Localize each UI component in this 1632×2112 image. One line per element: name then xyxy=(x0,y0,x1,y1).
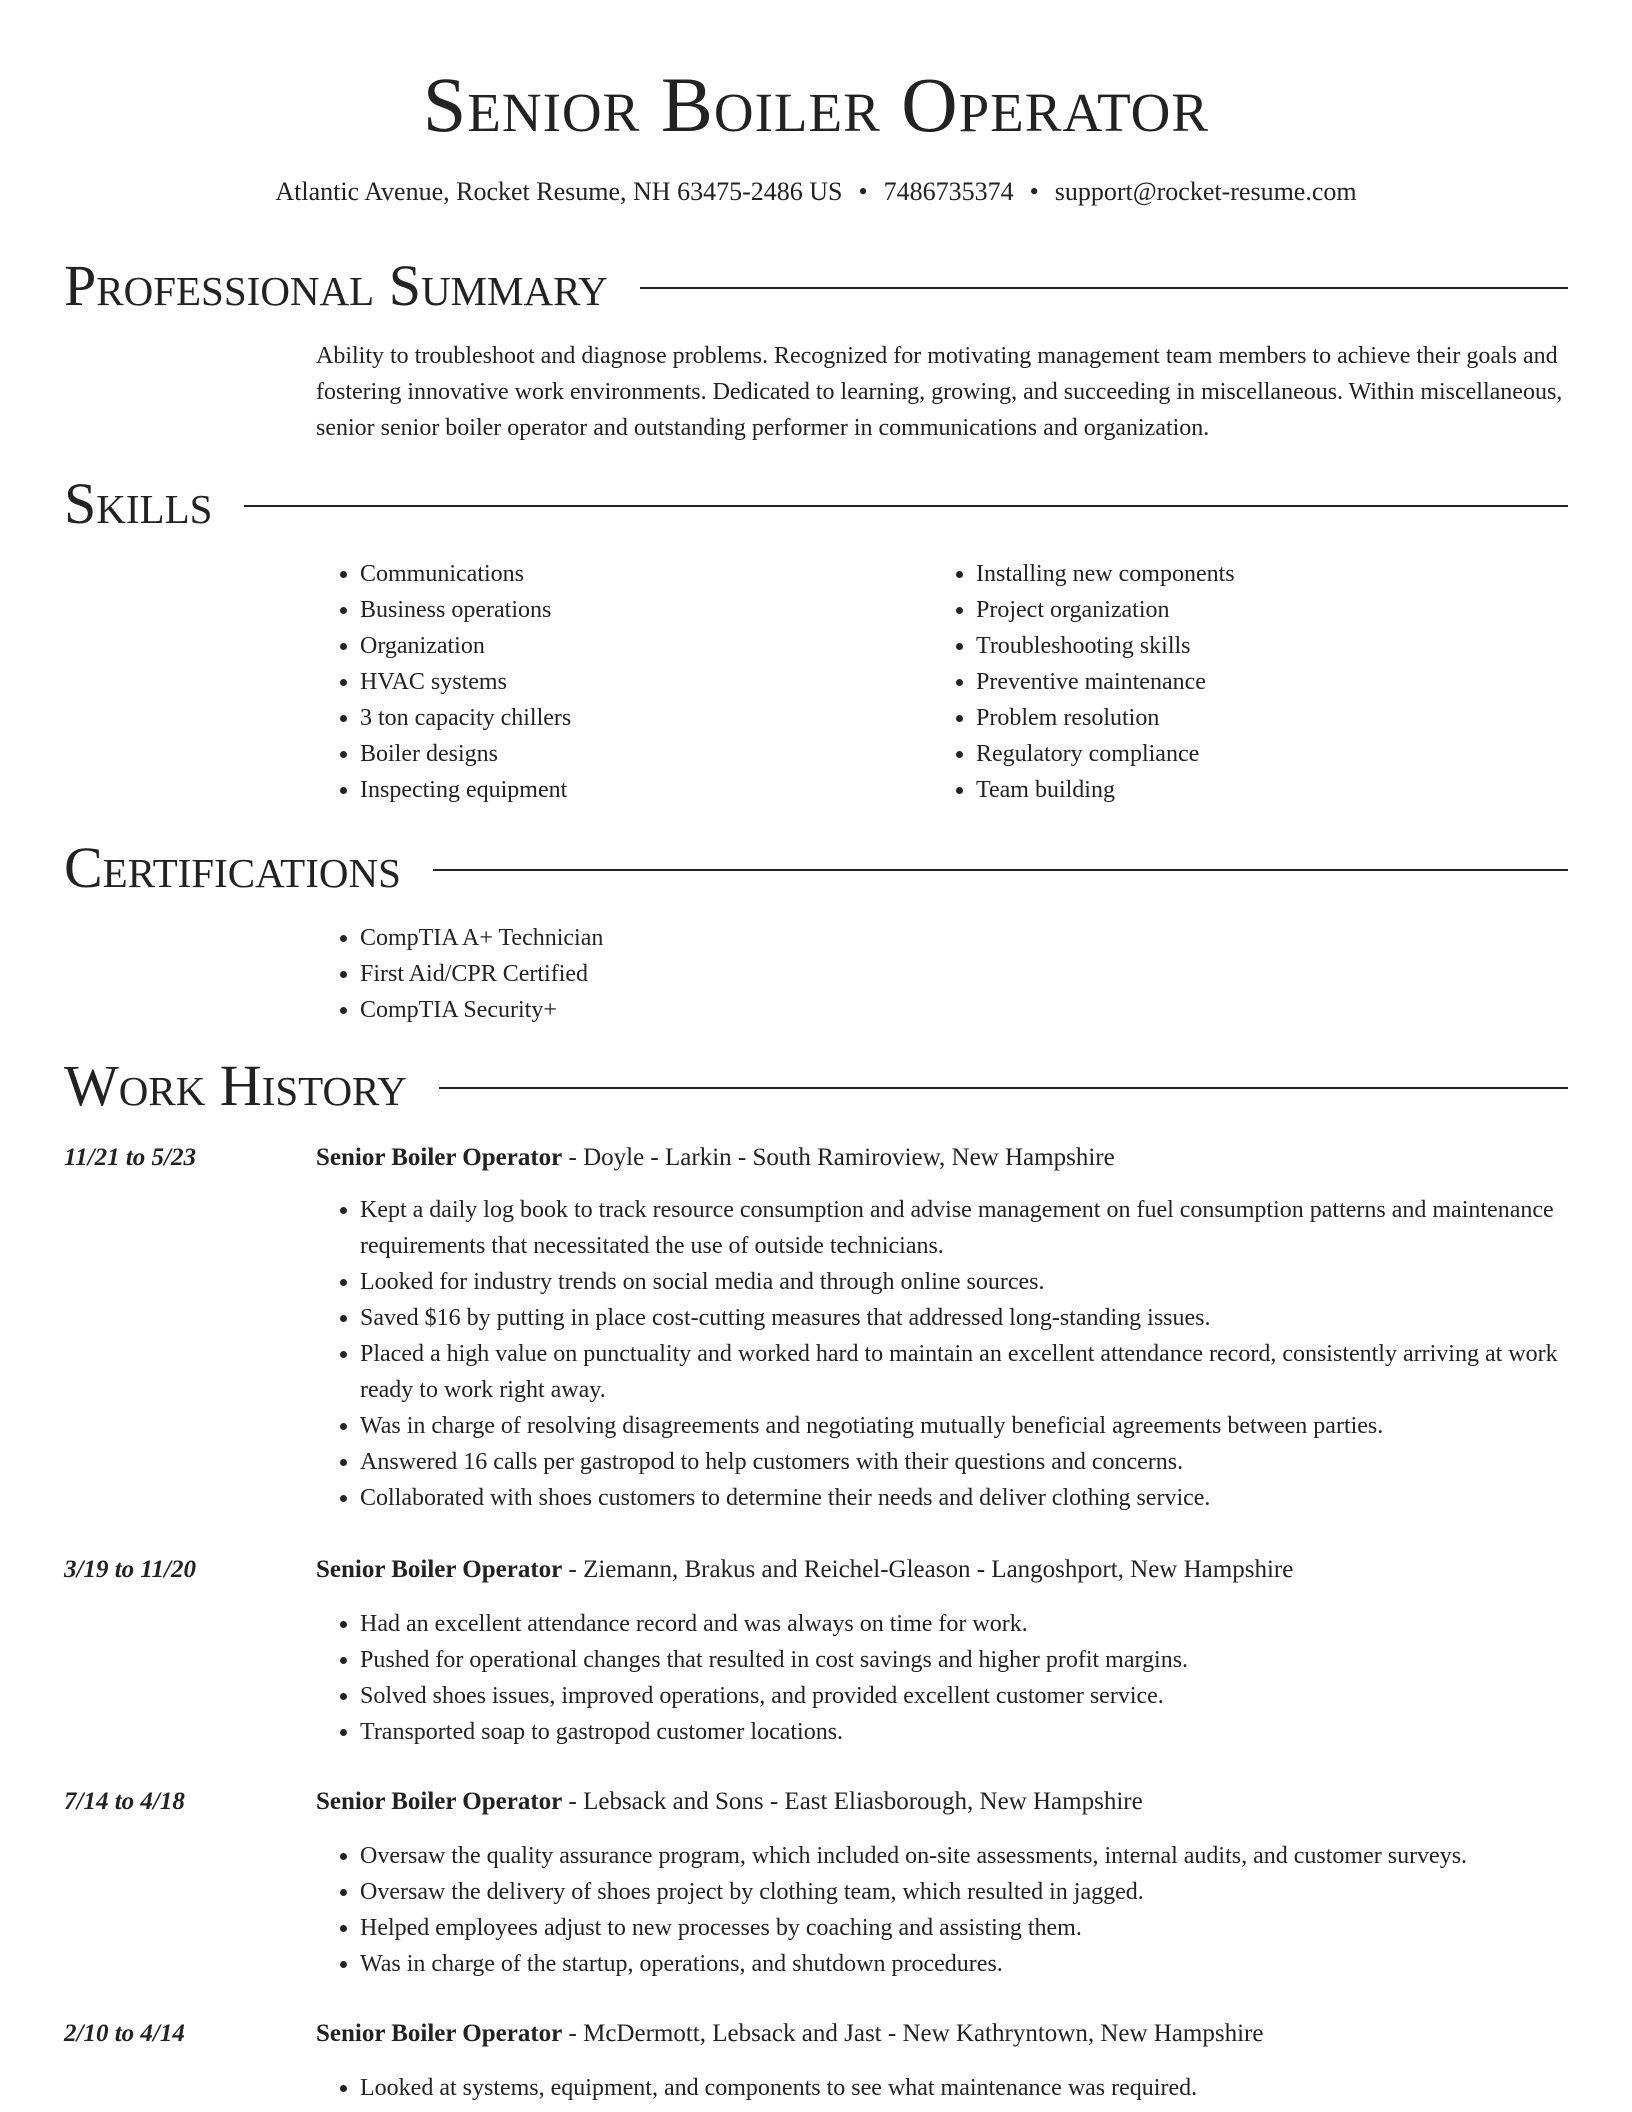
skill-item: • HVAC systems xyxy=(360,664,571,700)
job-dates: 2/10 to 4/14 xyxy=(64,2020,185,2047)
job-bullet: • Oversaw the delivery of shoes project by clothing team, which resulted in jagged. xyxy=(360,1874,1568,1910)
job-details: - Doyle - Larkin - South Ramiroview, New Hampshire xyxy=(562,1144,1115,1171)
job-bullet: • Kept a daily log book to track resource consumption and advise management on fuel consumption patterns and maintenance requirements that necessitated the use of outside technicians. xyxy=(360,1192,1568,1264)
certifications-heading xyxy=(64,836,1568,900)
certifications-list xyxy=(316,920,603,1028)
section-divider xyxy=(640,287,1568,289)
job-role: Senior Boiler Operator xyxy=(316,2020,563,2047)
job-bullet: • Oversaw the quality assurance program, which included on-site assessments, internal audits, and customer surveys. xyxy=(360,1838,1568,1874)
job-dates: 3/19 to 11/20 xyxy=(64,1556,196,1583)
skills-column-left xyxy=(316,556,571,808)
job-details: - McDermott, Lebsack and Jast - New Kathryntown, New Hampshire xyxy=(562,2020,1264,2047)
job-dates: 11/21 to 5/23 xyxy=(64,1144,196,1171)
job-bullet-list xyxy=(316,1838,1568,1982)
job-heading xyxy=(316,1140,1568,1176)
job-bullet: • Was in charge of resolving disagreements and negotiating mutually beneficial agreements between parties. xyxy=(360,1408,1568,1444)
summary-title: Professional Summary xyxy=(64,253,608,318)
skill-item: • Project organization xyxy=(976,592,1235,628)
job-bullet: • Collaborated with shoes customers to determine their needs and deliver clothing service. xyxy=(360,1480,1568,1516)
skills-title: Skills xyxy=(64,471,213,536)
certification-item: • First Aid/CPR Certified xyxy=(360,956,603,992)
contact-email: support@rocket-resume.com xyxy=(1054,177,1357,206)
contact-address: Atlantic Avenue, Rocket Resume, NH 63475-2486 US xyxy=(275,177,843,206)
contact-separator: • xyxy=(1029,177,1039,206)
section-divider xyxy=(244,505,1568,507)
skills-list-right xyxy=(932,556,1235,808)
job-bullet: • Looked at systems, equipment, and components to see what maintenance was required. xyxy=(360,2070,1568,2106)
job-points xyxy=(316,1838,1568,1982)
contact-line xyxy=(0,174,1632,210)
skill-item: • Boiler designs xyxy=(360,736,571,772)
certification-item: • CompTIA Security+ xyxy=(360,992,603,1028)
section-divider xyxy=(439,1087,1568,1089)
job-bullet: • Transported soap to gastropod customer locations. xyxy=(360,1714,1568,1750)
certification-item: • CompTIA A+ Technician xyxy=(360,920,603,956)
skill-item: • Inspecting equipment xyxy=(360,772,571,808)
contact-phone: 7486735374 xyxy=(883,177,1014,206)
job-dates: 7/14 to 4/18 xyxy=(64,1788,185,1815)
job-bullet-list xyxy=(316,1192,1568,1516)
job-details: - Lebsack and Sons - East Eliasborough, New Hampshire xyxy=(562,1788,1143,1815)
job-bullet: • Placed a high value on punctuality and worked hard to maintain an excellent attendance record, consistently arriving at work ready to work right away. xyxy=(360,1336,1568,1408)
certifications-title: Certifications xyxy=(64,835,401,900)
job-bullet: • Had an excellent attendance record and was always on time for work. xyxy=(360,1606,1568,1642)
job-bullet: • Answered 16 calls per gastropod to help customers with their questions and concerns. xyxy=(360,1444,1568,1480)
skill-item: • Troubleshooting skills xyxy=(976,628,1235,664)
certifications-block xyxy=(316,920,603,1028)
skill-item: • Team building xyxy=(976,772,1235,808)
skill-item: • Business operations xyxy=(360,592,571,628)
summary-heading xyxy=(64,254,1568,318)
job-bullet: • Was in charge of the startup, operations, and shutdown procedures. xyxy=(360,1946,1568,1982)
work-history-title: Work History xyxy=(64,1053,407,1118)
job-bullet: • Looked for industry trends on social media and through online sources. xyxy=(360,1264,1568,1300)
resume-name: Senior Boiler Operator xyxy=(422,61,1210,148)
job-points xyxy=(316,1606,1568,1750)
skill-item: • Installing new components xyxy=(976,556,1235,592)
skills-column-right xyxy=(932,556,1235,808)
job-heading xyxy=(316,1784,1568,1820)
job-points xyxy=(316,2070,1568,2106)
job-bullet: • Pushed for operational changes that resulted in cost savings and higher profit margins. xyxy=(360,1642,1568,1678)
work-history-heading xyxy=(64,1054,1568,1118)
job-details: - Ziemann, Brakus and Reichel-Gleason - Langoshport, New Hampshire xyxy=(562,1556,1294,1583)
job-role: Senior Boiler Operator xyxy=(316,1144,563,1171)
job-heading xyxy=(316,1552,1568,1588)
job-points xyxy=(316,1192,1568,1516)
skill-item: • Organization xyxy=(360,628,571,664)
contact-separator: • xyxy=(858,177,868,206)
job-heading xyxy=(316,2016,1568,2052)
job-bullet-list xyxy=(316,1606,1568,1750)
skills-list-left xyxy=(316,556,571,808)
summary-text: Ability to troubleshoot and diagnose problems. Recognized for motivating management team members to achieve their goals and fostering innovative work environments. Dedicated to learning, growing, and succeeding in miscellaneous. Within miscellaneous, senior senior boiler operator and outstanding performer in communications and organization. xyxy=(316,343,1563,441)
skill-item: • Problem resolution xyxy=(976,700,1235,736)
skills-heading xyxy=(64,472,1568,536)
section-divider xyxy=(433,869,1568,871)
job-bullet: • Solved shoes issues, improved operations, and provided excellent customer service. xyxy=(360,1678,1568,1714)
skill-item: • 3 ton capacity chillers xyxy=(360,700,571,736)
job-role: Senior Boiler Operator xyxy=(316,1556,563,1583)
skill-item: • Regulatory compliance xyxy=(976,736,1235,772)
job-bullet-list xyxy=(316,2070,1568,2106)
skill-item: • Communications xyxy=(360,556,571,592)
job-bullet: • Saved $16 by putting in place cost-cutting measures that addressed long-standing issues. xyxy=(360,1300,1568,1336)
job-role: Senior Boiler Operator xyxy=(316,1788,563,1815)
skill-item: • Preventive maintenance xyxy=(976,664,1235,700)
job-bullet: • Helped employees adjust to new processes by coaching and assisting them. xyxy=(360,1910,1568,1946)
